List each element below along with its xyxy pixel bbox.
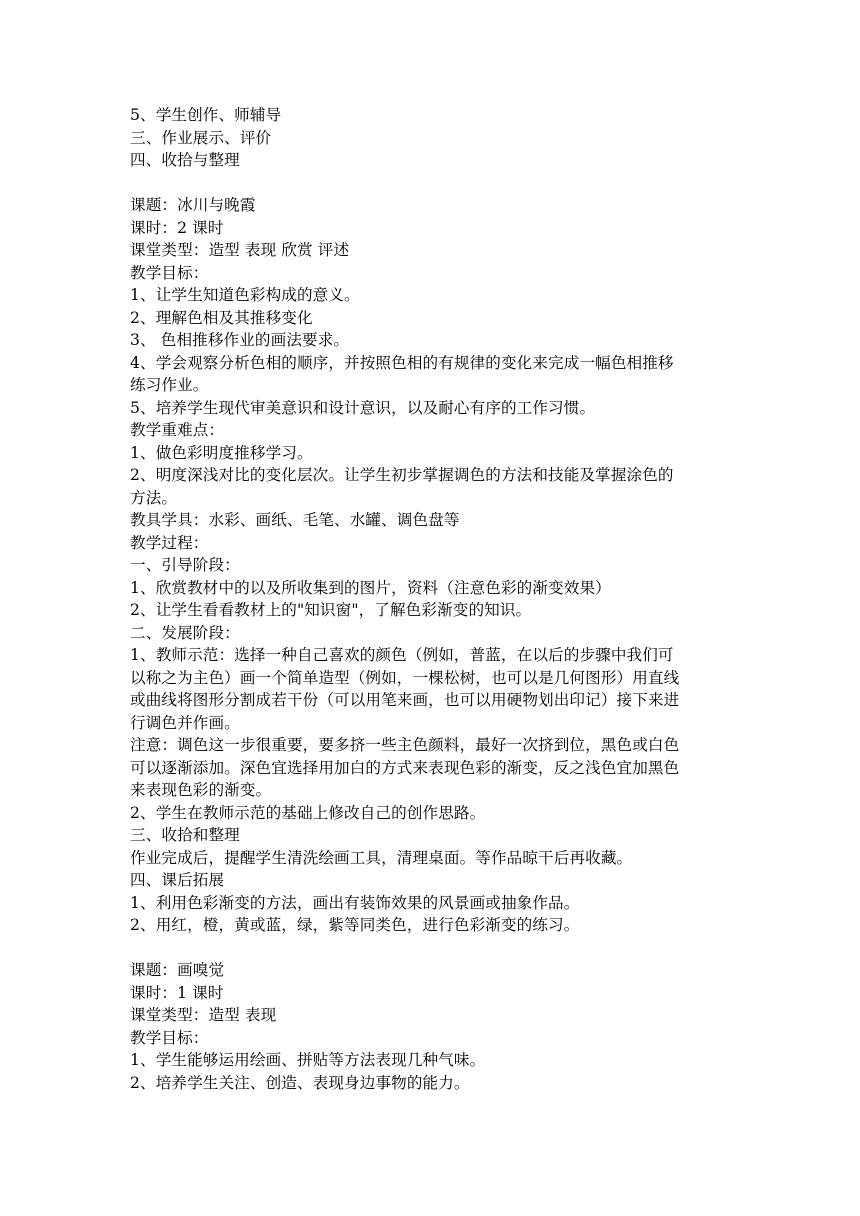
blank-line [130, 937, 730, 960]
section-heading: 教学目标： [130, 1028, 209, 1047]
text-line: 5、学生创作、师辅导 [130, 106, 282, 124]
lesson-title: 课题：画嗅觉 [130, 961, 225, 979]
blank-line [130, 172, 730, 195]
lesson-hours: 课时：2 课时 [130, 218, 224, 237]
text-line: 注意：调色这一步很重要，要多挤一些主色颜料，最好一次挤到位，黑色或白色 [130, 736, 680, 754]
text-line: 一、引导阶段： [130, 556, 240, 574]
text-line: 5、培养学生现代审美意识和设计意识，以及耐心有序的工作习惯。 [130, 398, 596, 417]
lesson-drawing-smell [130, 959, 730, 1094]
text-line: 2、培养学生关注、创造、表现身边事物的能力。 [130, 1073, 470, 1092]
text-line: 2、明度深浅对比的变化层次。让学生初步掌握调色的方法和技能及掌握涂色的 [130, 466, 674, 484]
text-line: 练习作业。 [130, 376, 209, 394]
text-line: 2、理解色相及其推移变化 [130, 308, 313, 327]
text-line: 2、让学生看看教材上的"知识窗"，了解色彩渐变的知识。 [130, 601, 532, 619]
text-line: 1、利用色彩渐变的方法，画出有装饰效果的风景画或抽象作品。 [130, 893, 580, 912]
text-line: 3、 色相推移作业的画法要求。 [130, 331, 350, 349]
text-line: 1、让学生知道色彩构成的意义。 [130, 286, 360, 304]
text-line: 2、用红，橙，黄或蓝，绿，紫等同类色，进行色彩渐变的练习。 [130, 916, 580, 934]
section-heading: 教学目标： [130, 263, 209, 282]
text-line: 2、学生在教师示范的基础上修改自己的创作思路。 [130, 803, 486, 822]
text-line: 四、收拾与整理 [130, 151, 240, 169]
text-line: 来表现色彩的渐变。 [130, 781, 272, 799]
text-line: 4、学会观察分析色相的顺序，并按照色相的有规律的变化来完成一幅色相推移 [130, 353, 674, 372]
text-line: 可以逐渐添加。深色宜选择用加白的方式来表现色彩的渐变，反之浅色宜加黑色 [130, 758, 680, 777]
text-line: 或曲线将图形分割成若干份（可以用笔来画，也可以用硬物划出印记）接下来进 [130, 691, 680, 709]
lesson-type: 课堂类型：造型 表现 欣赏 评述 [130, 241, 350, 259]
lesson-hours: 课时：1 课时 [130, 983, 224, 1002]
text-line: 三、收拾和整理 [130, 826, 240, 844]
previous-section-tail [130, 104, 730, 172]
text-line: 以称之为主色）画一个简单造型（例如，一棵松树，也可以是几何图形）用直线 [130, 668, 680, 687]
text-line: 三、作业展示、评价 [130, 128, 272, 147]
text-line: 1、学生能够运用绘画、拼贴等方法表现几种气味。 [130, 1051, 486, 1069]
text-line: 二、发展阶段： [130, 623, 240, 642]
text-line: 1、教师示范：选择一种自己喜欢的颜色（例如，普蓝，在以后的步骤中我们可 [130, 646, 674, 664]
section-heading: 教学过程： [130, 533, 209, 552]
lesson-title: 课题：冰川与晚霞 [130, 196, 256, 214]
document-page [130, 104, 730, 1094]
text-line: 作业完成后，提醒学生清洗绘画工具，清理桌面。等作品晾干后再收藏。 [130, 848, 633, 867]
text-line: 1、欣赏教材中的以及所收集到的图片，资料（注意色彩的渐变效果） [130, 578, 611, 597]
section-heading: 教学重难点： [130, 421, 225, 439]
text-line: 方法。 [130, 488, 178, 507]
lesson-type: 课堂类型：造型 表现 [130, 1006, 277, 1024]
text-line: 四、课后拓展 [130, 871, 225, 889]
text-line: 1、做色彩明度推移学习。 [130, 443, 313, 462]
lesson-glacier-and-sunset [130, 194, 730, 937]
text-line: 行调色并作画。 [130, 713, 240, 732]
text-line: 教具学具：水彩、画纸、毛笔、水罐、调色盘等 [130, 511, 460, 529]
